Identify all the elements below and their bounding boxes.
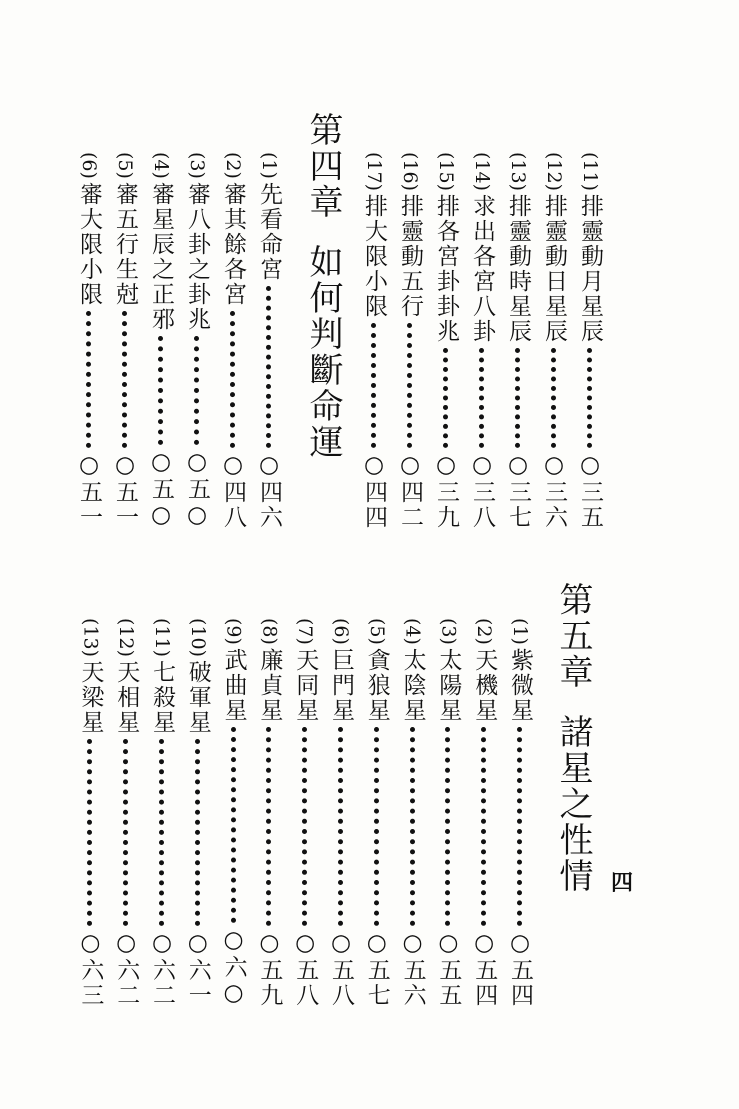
toc-entry[interactable] <box>150 618 173 1008</box>
entry-number: (5) <box>365 618 388 645</box>
entry-page: ○六二 <box>113 930 140 1008</box>
leader-dots <box>194 336 199 445</box>
entry-page: ○四二 <box>397 452 423 530</box>
entry-title: 太陰星 <box>399 647 426 723</box>
entry-page: ○五八 <box>328 930 354 1008</box>
entry-number: (11) <box>579 152 601 192</box>
entry-page: ○五七 <box>363 930 390 1008</box>
entry-title: 天機星 <box>471 647 498 723</box>
leader-dots <box>410 727 415 926</box>
toc-entry[interactable] <box>221 152 244 530</box>
toc-entry[interactable] <box>113 152 136 530</box>
entry-number: (2) <box>473 618 496 645</box>
toc-entry[interactable] <box>434 152 457 530</box>
entry-page: ○五四 <box>507 930 533 1008</box>
entry-page: ○六○ <box>220 927 247 1008</box>
chapter-4-number: 第四章 <box>303 112 343 220</box>
entry-title: 天梁星 <box>77 660 104 736</box>
entry-title: 太陽星 <box>435 647 462 723</box>
entry-number: (3) <box>437 618 460 645</box>
entry-page: ○五五 <box>435 930 462 1008</box>
entry-number: (14) <box>471 152 493 192</box>
leader-dots <box>158 336 163 445</box>
toc-entry[interactable] <box>329 618 352 1008</box>
entry-title: 排靈動月星辰 <box>577 194 603 345</box>
toc-entry[interactable] <box>186 618 209 1008</box>
entry-page: ○三九 <box>433 452 459 530</box>
entry-number: (1) <box>509 618 531 645</box>
leader-dots <box>302 727 307 926</box>
leader-dots <box>122 311 127 448</box>
leader-dots <box>587 348 592 448</box>
leader-dots <box>517 727 522 926</box>
entry-page: ○五九 <box>256 930 283 1008</box>
page-number: 四 <box>611 870 634 896</box>
entry-number: (4) <box>401 618 424 645</box>
entry-title: 排靈動時星辰 <box>505 194 531 345</box>
leader-dots <box>195 739 200 926</box>
leader-dots <box>443 348 448 448</box>
leader-dots <box>551 348 556 448</box>
entry-number: (8) <box>258 618 281 645</box>
entry-page: ○五一 <box>112 452 138 530</box>
entry-page: ○五八 <box>292 930 319 1008</box>
entry-title: 武曲星 <box>220 647 247 723</box>
entry-number: (6) <box>330 618 352 645</box>
entry-number: (6) <box>78 152 100 179</box>
entry-title: 審八卦之卦兆 <box>184 181 210 332</box>
entry-number: (15) <box>435 152 457 192</box>
entry-title: 排各宮卦卦兆 <box>433 194 459 345</box>
toc-entry[interactable] <box>256 618 283 1008</box>
entry-page: ○四六 <box>256 452 282 530</box>
entry-number: (1) <box>258 152 280 179</box>
leader-dots <box>87 739 92 926</box>
toc-entry[interactable] <box>470 152 493 530</box>
entry-page: ○三八 <box>469 452 495 530</box>
entry-page: ○六三 <box>77 930 104 1008</box>
entry-page: ○三六 <box>541 452 567 530</box>
entry-title: 先看命宮 <box>256 181 282 282</box>
entry-page: ○六二 <box>149 930 175 1008</box>
toc-entry[interactable] <box>113 618 140 1008</box>
leader-dots <box>479 348 484 448</box>
entry-title: 排靈動五行 <box>397 194 423 320</box>
entry-page: ○五○ <box>148 449 174 530</box>
leader-dots <box>230 311 235 448</box>
toc-entry[interactable] <box>185 152 208 530</box>
entry-title: 求出各宮八卦 <box>469 194 495 345</box>
leader-dots <box>159 739 164 926</box>
entry-page: ○四四 <box>361 452 387 530</box>
entry-page: ○三五 <box>577 452 603 530</box>
toc-entry[interactable] <box>401 618 424 1008</box>
entry-number: (13) <box>507 152 529 192</box>
chapter-4-heading <box>303 112 343 460</box>
leader-dots <box>515 348 520 448</box>
entry-number: (9) <box>222 618 245 645</box>
entry-page: ○五○ <box>184 449 210 530</box>
entry-page: ○四八 <box>220 452 246 530</box>
entry-title: 審五行生尅 <box>112 181 138 307</box>
leader-dots <box>123 739 128 926</box>
leader-dots <box>481 727 486 926</box>
entry-title: 貪狼星 <box>363 647 390 723</box>
toc-entry[interactable] <box>435 618 462 1008</box>
entry-number: (2) <box>222 152 244 179</box>
entry-title: 審星辰之正邪 <box>148 181 174 332</box>
entry-page: ○三七 <box>505 452 531 530</box>
leader-dots <box>407 323 412 448</box>
entry-number: (4) <box>150 152 172 179</box>
entry-title: 審其餘各宮 <box>220 181 246 307</box>
entry-page: ○五一 <box>76 452 102 530</box>
entry-number: (12) <box>543 152 565 192</box>
leader-dots <box>266 286 271 448</box>
entry-number: (3) <box>186 152 208 179</box>
entry-number: (12) <box>115 618 138 658</box>
entry-number: (5) <box>114 152 136 179</box>
leader-dots <box>86 311 91 448</box>
entry-page: ○六一 <box>184 930 211 1008</box>
leader-dots <box>266 727 271 926</box>
entry-title: 紫微星 <box>507 647 533 723</box>
entry-title: 廉貞星 <box>256 647 283 723</box>
chapter-5-number: 第五章 <box>553 582 593 690</box>
entry-number: (17) <box>363 152 385 192</box>
toc-entry[interactable] <box>77 152 100 530</box>
leader-dots <box>371 323 376 448</box>
entry-number: (7) <box>294 618 317 645</box>
entry-page: ○五六 <box>399 930 426 1008</box>
entry-number: (13) <box>79 618 102 658</box>
toc-entry[interactable] <box>257 152 280 530</box>
entry-number: (16) <box>399 152 421 192</box>
chapter-5-heading <box>553 582 593 894</box>
entry-title: 破軍星 <box>184 660 211 736</box>
entry-title: 天同星 <box>292 647 319 723</box>
toc-entry[interactable] <box>362 152 385 530</box>
entry-title: 排靈動日星辰 <box>541 194 567 345</box>
leader-dots <box>374 727 379 926</box>
entry-page: ○五四 <box>471 930 498 1008</box>
toc-entry[interactable] <box>149 152 172 530</box>
entry-title: 七殺星 <box>149 660 175 736</box>
entry-title: 天相星 <box>113 660 140 736</box>
toc-entry[interactable] <box>365 618 388 1008</box>
toc-entry[interactable] <box>508 618 531 1008</box>
chapter-4-title: 如何判斷命運 <box>303 244 343 460</box>
toc-entry[interactable] <box>398 152 421 530</box>
chapter-5-title: 諸星之性情 <box>553 714 593 894</box>
toc-entry[interactable] <box>292 618 319 1008</box>
entry-title: 排大限小限 <box>361 194 387 320</box>
toc-entry[interactable] <box>542 152 565 530</box>
leader-dots <box>231 727 236 923</box>
entry-number: (10) <box>186 618 209 658</box>
toc-entry[interactable] <box>506 152 529 530</box>
entry-title: 巨門星 <box>328 647 354 723</box>
toc-entry[interactable] <box>471 618 498 1008</box>
toc-entry[interactable] <box>222 618 245 1008</box>
entry-number: (11) <box>151 618 173 658</box>
entry-title: 審大限小限 <box>76 181 102 307</box>
toc-entry[interactable] <box>578 152 601 530</box>
leader-dots <box>445 727 450 926</box>
leader-dots <box>338 727 343 926</box>
toc-entry[interactable] <box>77 618 104 1008</box>
